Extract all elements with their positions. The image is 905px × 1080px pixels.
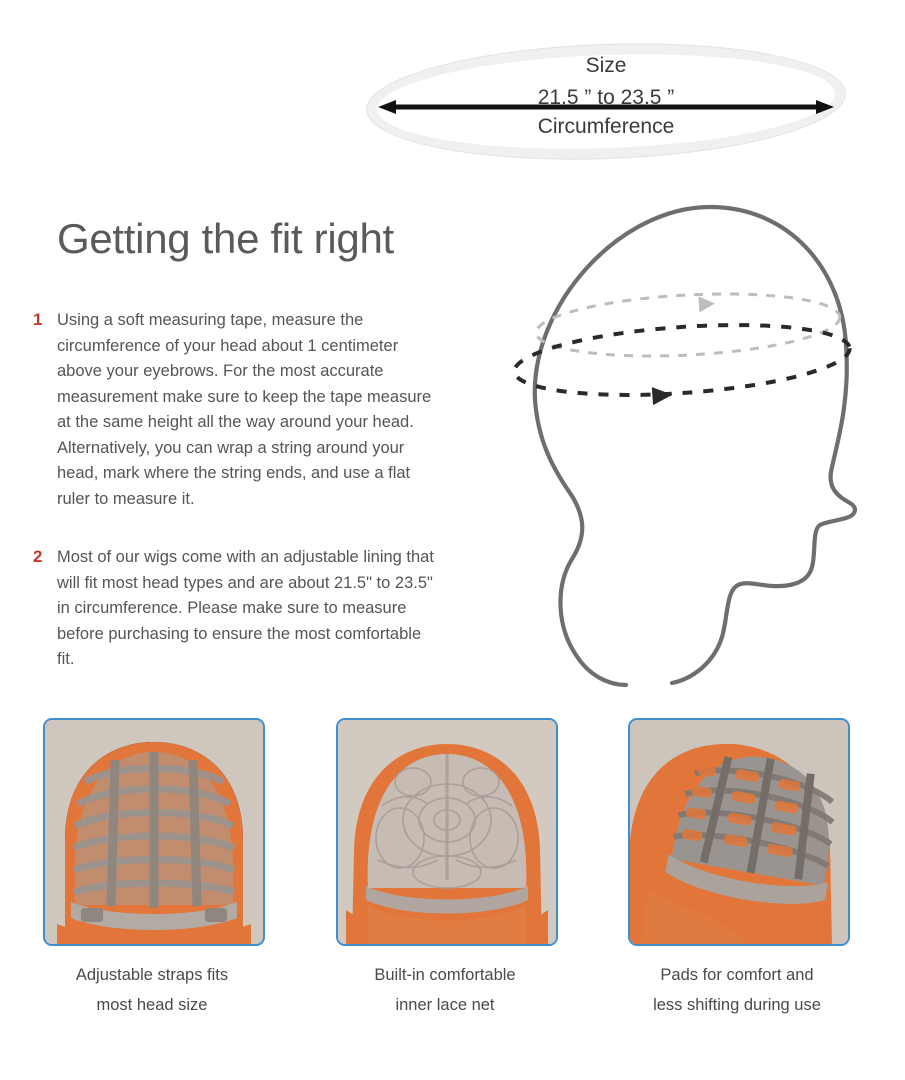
page-title: Getting the fit right bbox=[57, 215, 394, 262]
size-value: 21.5 ” to 23.5 ” bbox=[537, 86, 675, 109]
size-diagram bbox=[0, 0, 905, 180]
card-caption bbox=[628, 960, 846, 1020]
card-caption-line2: less shifting during use bbox=[653, 996, 821, 1014]
instruction-step-2 bbox=[33, 545, 439, 673]
wig-cap-back-image bbox=[45, 720, 263, 944]
card-caption-line1: Built-in comfortable bbox=[374, 966, 516, 984]
feature-cards bbox=[0, 718, 905, 1058]
card-caption-line2: inner lace net bbox=[395, 996, 495, 1014]
card-image-frame bbox=[336, 718, 558, 946]
feature-card-inner-lace-net bbox=[336, 718, 554, 1020]
size-label: Size bbox=[585, 54, 627, 77]
step-number: 1 bbox=[33, 310, 43, 329]
wig-cap-side-pads-image bbox=[630, 720, 848, 944]
feature-card-adjustable-straps bbox=[43, 718, 261, 1020]
feature-card-comfort-pads bbox=[628, 718, 846, 1020]
step-number: 2 bbox=[33, 547, 43, 566]
card-caption bbox=[336, 960, 554, 1020]
wig-cap-lace-net-image bbox=[338, 720, 556, 944]
card-caption-line1: Adjustable straps fits bbox=[75, 966, 229, 984]
circumference-label: Circumference bbox=[537, 115, 675, 138]
step-text: Most of our wigs come with an adjustable lining that will fit most head types and are about 21.5" to 23.5" in circumference. Please make sure to measure before purchasing to ensure the most comfortable fit. bbox=[57, 548, 434, 668]
head-profile-illustration bbox=[460, 185, 890, 705]
card-caption-line1: Pads for comfort and bbox=[660, 966, 814, 984]
card-image-frame bbox=[628, 718, 850, 946]
step-text: Using a soft measuring tape, measure the circumference of your head about 1 centimeter above your eyebrows. For the most accurate measurement make sure to keep the tape measure at the same height all the way around your head. Alternatively, you can wrap a string around your head, mark where the string ends, and use a flat ruler to measure it. bbox=[57, 311, 432, 508]
card-image-frame bbox=[43, 718, 265, 946]
card-caption-line2: most head size bbox=[96, 996, 208, 1014]
instruction-step-1 bbox=[33, 308, 439, 512]
card-caption bbox=[43, 960, 261, 1020]
